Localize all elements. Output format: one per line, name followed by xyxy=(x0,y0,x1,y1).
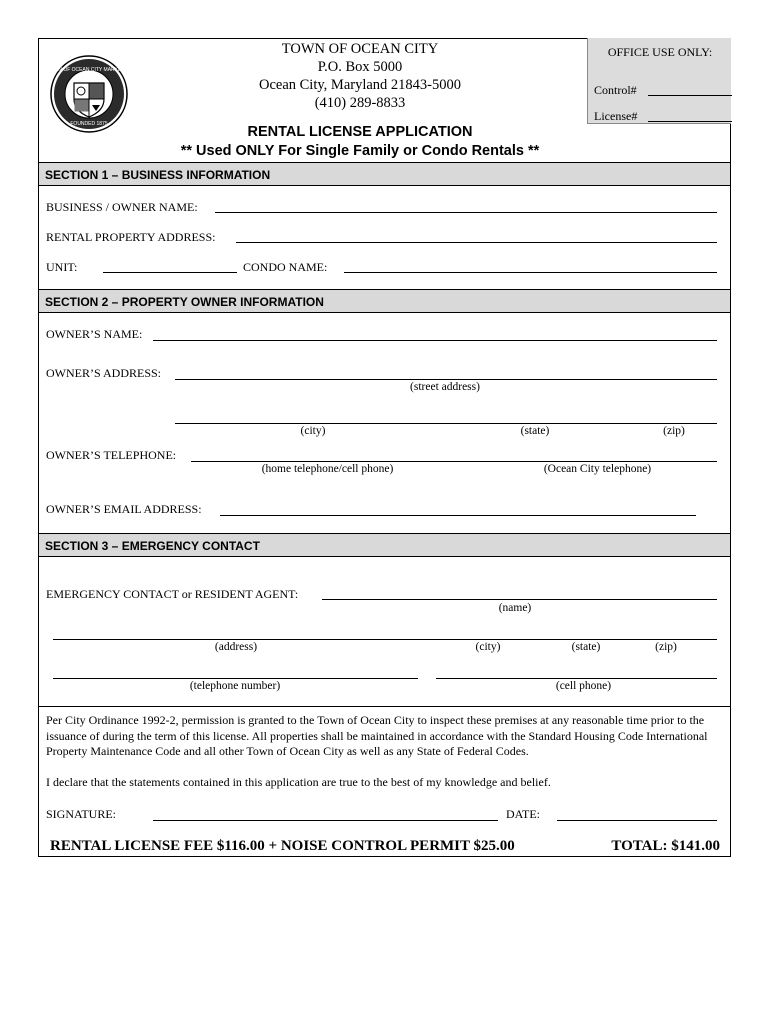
owners-street-field[interactable] xyxy=(175,379,717,380)
section2-bar xyxy=(39,289,730,313)
signature-label: SIGNATURE: xyxy=(46,807,117,821)
fee-total: TOTAL: $141.00 xyxy=(611,838,720,854)
seal-ring-top: TOWN OF OCEAN CITY MARYLAND xyxy=(50,67,128,73)
owners-telephone-label: OWNER’S TELEPHONE: xyxy=(46,448,177,462)
office-use-box xyxy=(587,38,731,124)
owners-city-state-zip-field[interactable] xyxy=(175,423,717,424)
owners-email-label: OWNER’S EMAIL ADDRESS: xyxy=(46,502,202,516)
zip-hint: (zip) xyxy=(663,425,685,437)
header-address-block xyxy=(200,40,520,112)
condo-name-field[interactable] xyxy=(344,272,717,273)
section3-divider xyxy=(39,706,730,707)
emergency-state-hint: (state) xyxy=(571,641,601,653)
owners-telephone-field[interactable] xyxy=(191,461,717,462)
section1-bar xyxy=(39,162,730,186)
emergency-address-field[interactable] xyxy=(53,639,717,640)
town-name: TOWN OF OCEAN CITY xyxy=(281,41,439,57)
unit-label: UNIT: xyxy=(46,260,78,274)
emergency-telephone-field[interactable] xyxy=(53,678,418,679)
ordinance-text: Per City Ordinance 1992-2, permission is granted to the Town of Ocean City to inspect these premises at any reasonable time prior to the issuance of during the term of this license. All properties shall be maintained in accordance with the Standard Housing Code International Property Maintenance Code and all other Town of Ocean City as well as any State of Federal Codes. xyxy=(46,713,708,758)
po-box: P.O. Box 5000 xyxy=(317,59,403,75)
seal-graphic xyxy=(50,55,128,133)
control-field[interactable] xyxy=(648,95,732,96)
date-field[interactable] xyxy=(557,820,717,821)
office-use-title: OFFICE USE ONLY: xyxy=(607,45,713,59)
city-hint: (city) xyxy=(300,425,326,437)
state-hint: (state) xyxy=(520,425,550,437)
seal-ring-bottom: FOUNDED 1875 xyxy=(70,121,108,127)
section1-title: SECTION 1 – BUSINESS INFORMATION xyxy=(45,168,271,182)
emergency-name-hint: (name) xyxy=(498,602,532,614)
license-label: License# xyxy=(594,109,638,123)
unit-field[interactable] xyxy=(103,272,237,273)
form-title: RENTAL LICENSE APPLICATION xyxy=(247,124,473,140)
fee-summary: RENTAL LICENSE FEE $116.00 + NOISE CONTROL PERMIT $25.00 xyxy=(50,838,515,854)
street-address-hint: (street address) xyxy=(410,381,480,393)
business-owner-name-label: BUSINESS / OWNER NAME: xyxy=(46,200,198,214)
emergency-cell-hint: (cell phone) xyxy=(555,680,612,692)
declaration-text: I declare that the statements contained in this application are true to the best of my knowledge and belief. xyxy=(46,775,551,789)
emergency-telephone-hint: (telephone number) xyxy=(189,680,281,692)
emergency-address-hint: (address) xyxy=(214,641,258,653)
home-phone-hint: (home telephone/cell phone) xyxy=(261,463,394,475)
owners-name-label: OWNER’S NAME: xyxy=(46,327,143,341)
emergency-zip-hint: (zip) xyxy=(655,641,677,653)
town-seal xyxy=(50,55,128,133)
town-phone: (410) 289-8833 xyxy=(314,95,406,111)
section3-bar xyxy=(39,533,730,557)
form-subtitle: ** Used ONLY For Single Family or Condo Rentals ** xyxy=(180,143,540,159)
emergency-contact-name-field[interactable] xyxy=(322,599,717,600)
owners-name-field[interactable] xyxy=(153,340,717,341)
date-label: DATE: xyxy=(506,807,540,821)
condo-name-label: CONDO NAME: xyxy=(243,260,328,274)
owners-address-label: OWNER’S ADDRESS: xyxy=(46,366,162,380)
section2-title: SECTION 2 – PROPERTY OWNER INFORMATION xyxy=(45,295,324,309)
owners-email-field[interactable] xyxy=(220,515,696,516)
rental-property-address-label: RENTAL PROPERTY ADDRESS: xyxy=(46,230,216,244)
emergency-contact-label: EMERGENCY CONTACT or RESIDENT AGENT: xyxy=(46,587,299,601)
business-owner-name-field[interactable] xyxy=(215,212,717,213)
signature-field[interactable] xyxy=(153,820,498,821)
city-state-zip: Ocean City, Maryland 21843-5000 xyxy=(258,77,462,93)
rental-property-address-field[interactable] xyxy=(236,242,717,243)
section3-title: SECTION 3 – EMERGENCY CONTACT xyxy=(45,539,260,553)
emergency-cell-field[interactable] xyxy=(436,678,717,679)
control-label: Control# xyxy=(594,83,637,97)
emergency-city-hint: (city) xyxy=(475,641,501,653)
license-field[interactable] xyxy=(648,121,732,122)
oc-phone-hint: (Ocean City telephone) xyxy=(543,463,652,475)
